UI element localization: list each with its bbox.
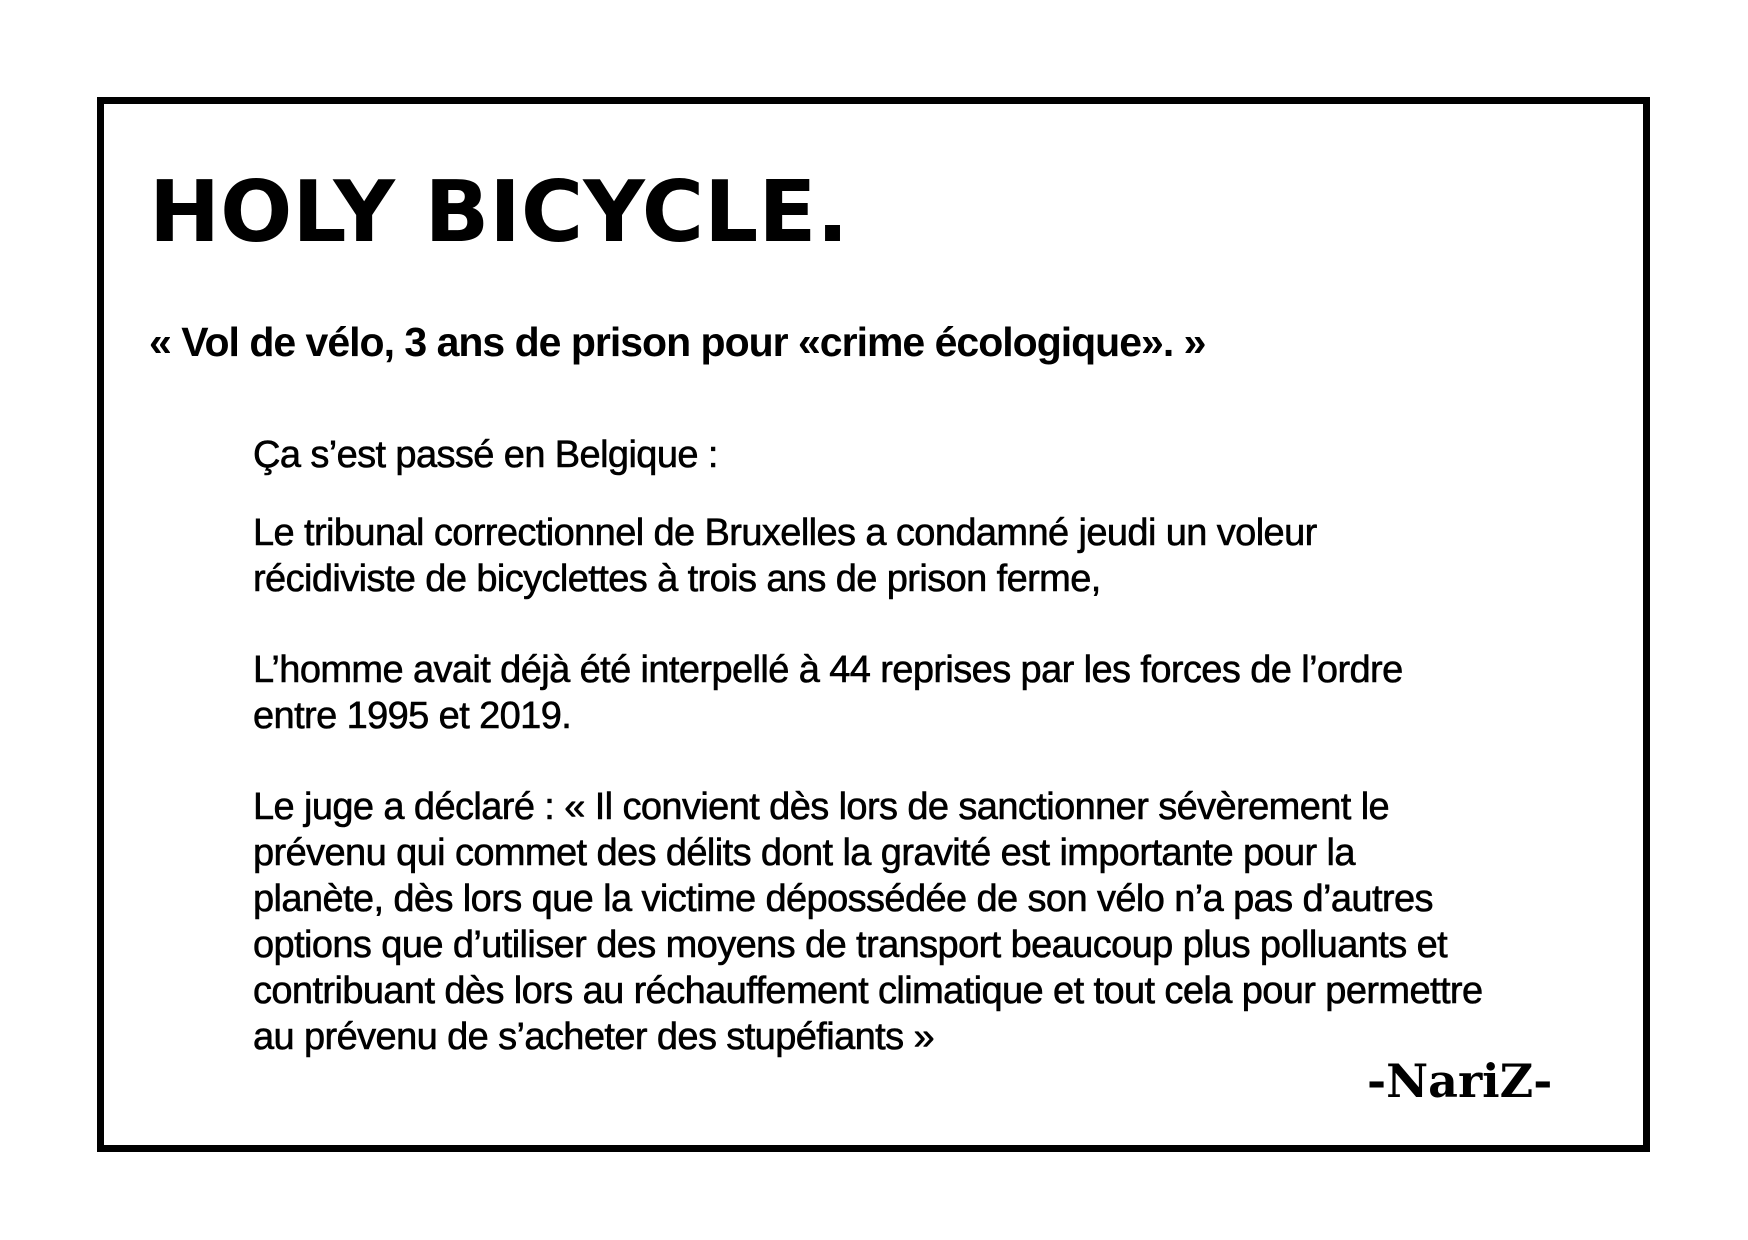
paragraph-arrests: L’homme avait déjà été interpellé à 44 reprises par les forces de l’ordre entre 1995 et 2019. — [253, 649, 1403, 737]
document-title: HOLY BICYCLE. — [149, 163, 849, 262]
document-subtitle: « Vol de vélo, 3 ans de prison pour «crime écologique». » — [149, 319, 1206, 365]
paragraph-judge-quote: Le juge a déclaré : « Il convient dès lors de sanctionner sévèrement le prévenu qui commet des délits dont la gravité est importante pour la planète, dès lors que la victime dépossédée de son vélo n’a pas d’autres options que d’utiliser des moyens de transport beaucoup plus polluants et contribuant dès lors au réchauffement climatique et tout cela pour permettre au prévenu de s’acheter des stupéfiants » — [253, 786, 1483, 1058]
paragraph-intro: Ça s’est passé en Belgique : — [253, 434, 718, 476]
paragraph-tribunal: Le tribunal correctionnel de Bruxelles a condamné jeudi un voleur récidiviste de bicyclettes à trois ans de prison ferme, — [253, 512, 1317, 600]
author-signature: -NariZ- — [1367, 1054, 1553, 1108]
